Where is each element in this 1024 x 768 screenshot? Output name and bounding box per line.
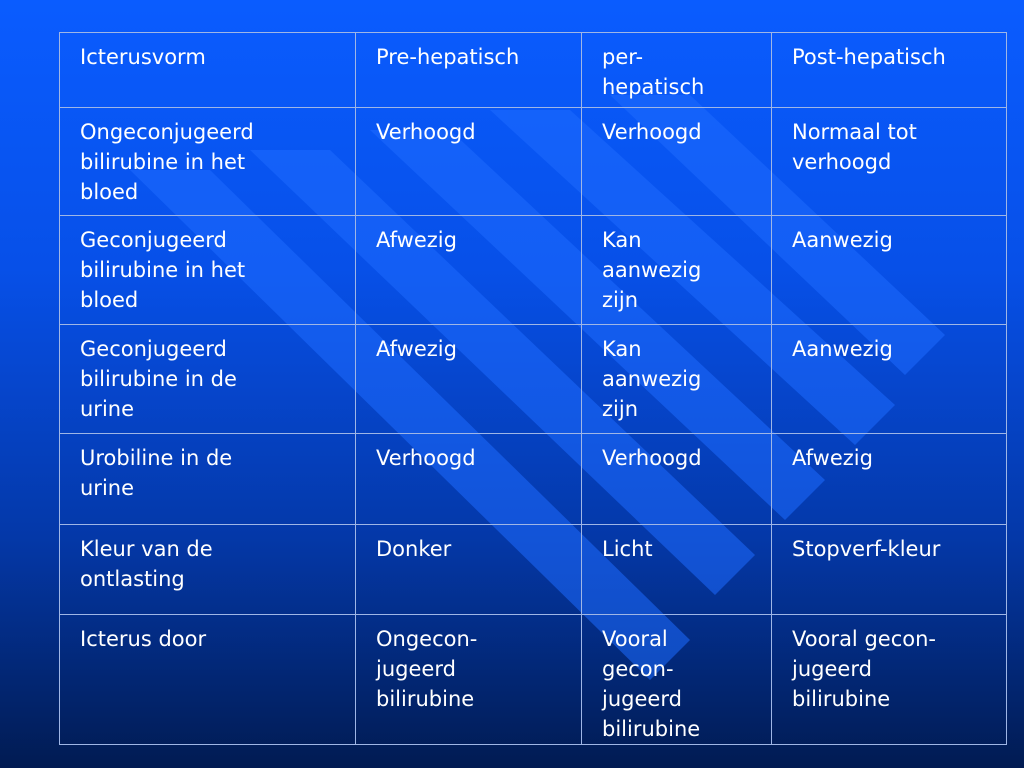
cell-text: Stopverf-kleur [792, 537, 941, 561]
table-cell [356, 434, 582, 525]
table-cell [582, 615, 772, 745]
cell-text: Ongecon- jugeerd bilirubine [376, 627, 478, 711]
table-row [60, 615, 1007, 745]
cell-text: Normaal tot verhoogd [792, 120, 917, 174]
table-cell [582, 33, 772, 108]
table-cell [772, 325, 1007, 434]
table-cell [772, 216, 1007, 325]
table-cell [60, 525, 356, 615]
cell-text: Afwezig [792, 446, 873, 470]
table-cell [772, 434, 1007, 525]
cell-text: per- hepatisch [602, 45, 705, 99]
table-cell [772, 33, 1007, 108]
table-cell [356, 108, 582, 216]
table-cell [582, 525, 772, 615]
cell-text: Aanwezig [792, 228, 893, 252]
table-row [60, 525, 1007, 615]
cell-text: Vooral gecon- jugeerd bilirubine [602, 627, 701, 741]
table-cell [356, 33, 582, 108]
table-cell [772, 108, 1007, 216]
table-cell [60, 434, 356, 525]
cell-text: Aanwezig [792, 337, 893, 361]
cell-text: Geconjugeerd bilirubine in de urine [80, 337, 237, 421]
cell-text: Geconjugeerd bilirubine in het bloed [80, 228, 246, 312]
cell-text: Pre-hepatisch [376, 45, 520, 69]
cell-text: Verhoogd [376, 120, 476, 144]
cell-text: Verhoogd [376, 446, 476, 470]
cell-text: Vooral gecon- jugeerd bilirubine [792, 627, 936, 711]
table-cell [356, 525, 582, 615]
table-row [60, 108, 1007, 216]
cell-text: Verhoogd [602, 446, 702, 470]
table-cell [582, 216, 772, 325]
table-cell [772, 615, 1007, 745]
icterus-comparison-table [59, 32, 1007, 745]
table-cell [582, 108, 772, 216]
cell-text: Kan aanwezig zijn [602, 337, 702, 421]
table-cell [772, 525, 1007, 615]
table-row [60, 216, 1007, 325]
table-header-row [60, 33, 1007, 108]
cell-text: Donker [376, 537, 452, 561]
table-row [60, 434, 1007, 525]
table-row [60, 325, 1007, 434]
table-cell [582, 434, 772, 525]
table-cell [356, 216, 582, 325]
table-cell [582, 325, 772, 434]
cell-text: Urobiline in de urine [80, 446, 233, 500]
cell-text: Ongeconjugeerd bilirubine in het bloed [80, 120, 254, 204]
comparison-table-container [59, 32, 1006, 742]
cell-text: Afwezig [376, 337, 457, 361]
cell-text: Verhoogd [602, 120, 702, 144]
table-cell [60, 108, 356, 216]
cell-text: Icterus door [80, 627, 207, 651]
cell-text: Kan aanwezig zijn [602, 228, 702, 312]
cell-text: Icterusvorm [80, 45, 206, 69]
cell-text: Kleur van de ontlasting [80, 537, 213, 591]
cell-text: Post-hepatisch [792, 45, 946, 69]
table-cell [356, 325, 582, 434]
table-cell [60, 33, 356, 108]
cell-text: Licht [602, 537, 653, 561]
table-cell [60, 615, 356, 745]
table-cell [60, 216, 356, 325]
table-cell [60, 325, 356, 434]
cell-text: Afwezig [376, 228, 457, 252]
table-cell [356, 615, 582, 745]
